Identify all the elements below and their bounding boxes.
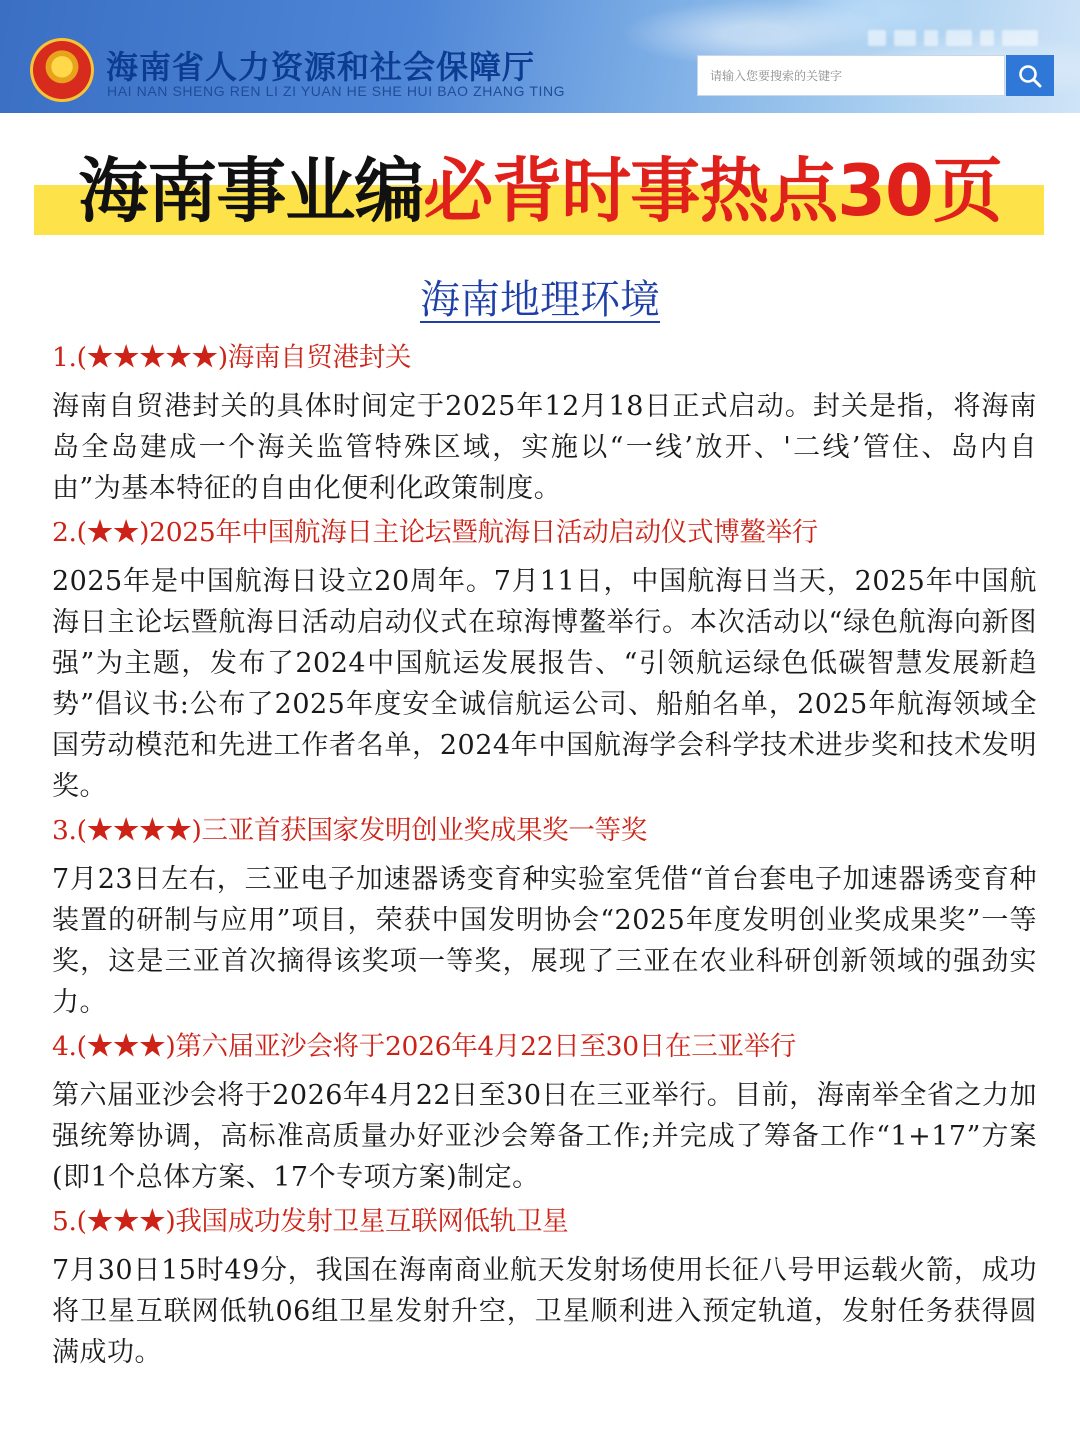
header-link-4[interactable] [946,30,972,46]
header-quick-links [868,30,1038,48]
list-item [52,338,1037,509]
header-link-5[interactable] [980,30,994,46]
header-link-6[interactable] [1002,30,1038,46]
item-heading: 2.(★★)2025年中国航海日主论坛暨航海日活动启动仪式博鳌举行 [52,517,819,548]
search-input[interactable] [698,56,1004,95]
header-link-1[interactable] [868,30,886,46]
site-title[interactable]: 海南省人力资源和社会保障厅 [106,48,536,86]
search-box [697,55,1005,96]
section-title[interactable]: 海南地理环境 [420,277,660,323]
list-item [52,1202,1037,1373]
header-link-3[interactable] [924,30,938,46]
item-heading: 4.(★★★)第六届亚沙会将于2026年4月22日至30日在三亚举行 [52,1031,797,1062]
site-title-pinyin: HAI NAN SHENG REN LI ZI YUAN HE SHE HUI BAO ZHANG TING [107,83,566,99]
list-item [52,513,1037,807]
search-icon [1017,63,1043,89]
item-body: 7月23日左右，三亚电子加速器诱变育种实验室凭借“首台套电子加速器诱变育种装置的研制与应用”项目，荣获中国发明协会“2025年度发明创业奖成果奖”一等奖，这是三亚首次摘得该奖项一等奖，展现了三亚在农业科研创新领域的强劲实力。 [52,864,1037,1018]
item-body: 7月30日15时49分，我国在海南商业航天发射场使用长征八号甲运载火箭，成功将卫星互联网低轨06组卫星发射升空，卫星顺利进入预定轨道，发射任务获得圆满成功。 [52,1255,1037,1368]
banner-title-black: 海南事业编 [78,150,424,232]
list-item [52,1027,1037,1198]
hot-topic-list [52,338,1037,1377]
item-body: 第六届亚沙会将于2026年4月22日至30日在三亚举行。目前，海南举全省之力加强统筹协调，高标准高质量办好亚沙会筹备工作;并完成了筹备工作“1+17”方案(即1个总体方案、17个专项方案)制定。 [52,1080,1037,1193]
item-heading: 3.(★★★★)三亚首获国家发明创业奖成果奖一等奖 [52,815,647,846]
national-emblem-icon[interactable] [30,38,94,102]
banner-title [0,143,1080,239]
banner-title-red: 必背时事热点30页 [423,150,1002,232]
item-body: 海南自贸港封关的具体时间定于2025年12月18日正式启动。封关是指，将海南岛全岛建成一个海关监管特殊区域，实施以“一线’放开、'二线’管住、岛内自由”为基本特征的自由化便利化政策制度。 [52,391,1037,504]
item-heading: 1.(★★★★★)海南自贸港封关 [52,342,412,373]
site-header [0,0,1080,113]
item-heading: 5.(★★★)我国成功发射卫星互联网低轨卫星 [52,1206,569,1237]
search-button[interactable] [1006,55,1054,96]
list-item [52,811,1037,1023]
header-link-2[interactable] [894,30,916,46]
item-body: 2025年是中国航海日设立20周年。7月11日，中国航海日当天，2025年中国航海日主论坛暨航海日活动启动仪式在琼海博鳌举行。本次活动以“绿色航海向新图强”为主题，发布了2024中国航运发展报告、“引领航运绿色低碳智慧发展新趋势”倡议书:公布了2025年度安全诚信航运公司、船舶名单，2025年航海领域全国劳动模范和先进工作者名单，2024年中国航海学会科学技术进步奖和技术发明奖。 [52,566,1037,802]
